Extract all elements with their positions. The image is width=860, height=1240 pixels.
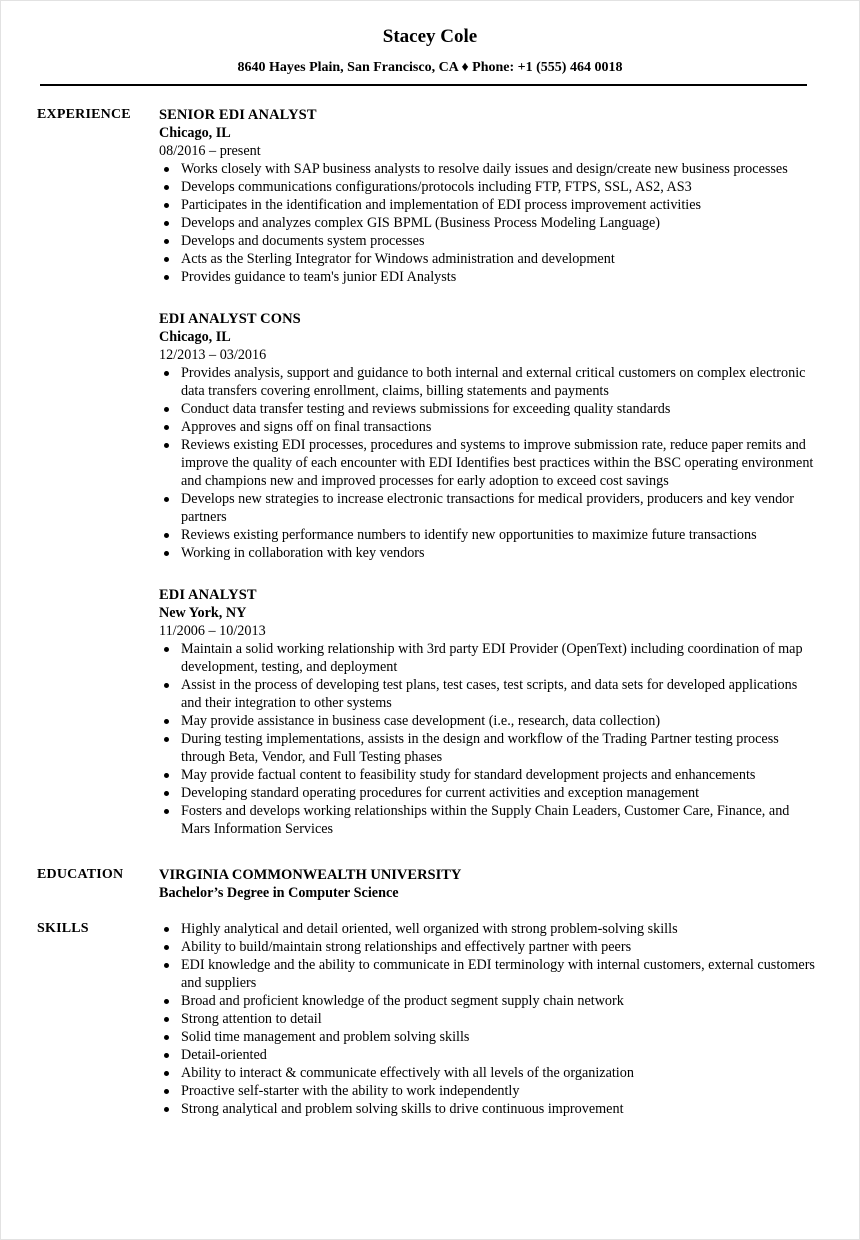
- bullet-item: Conduct data transfer testing and reviews submissions for exceeding quality standards: [159, 400, 819, 418]
- skill-item: Solid time management and problem solving skills: [159, 1028, 819, 1046]
- bullet-item: May provide assistance in business case development (i.e., research, data collection): [159, 712, 819, 730]
- job-title: EDI ANALYST: [159, 587, 257, 603]
- experience-body: [159, 106, 819, 838]
- skill-item: Highly analytical and detail oriented, well organized with strong problem-solving skills: [159, 920, 819, 938]
- bullet-item: Develops communications configurations/protocols including FTP, FTPS, SSL, AS2, AS3: [159, 178, 819, 196]
- bullet-item: Participates in the identification and implementation of EDI process improvement activities: [159, 196, 819, 214]
- bullet-item: Fosters and develops working relationships within the Supply Chain Leaders, Customer Care, Finance, and Mars Information Services: [159, 802, 819, 838]
- education-section: [1, 866, 859, 902]
- skill-item: EDI knowledge and the ability to communicate in EDI terminology with internal customers, external customers and suppliers: [159, 956, 819, 992]
- school-name: VIRGINIA COMMONWEALTH UNIVERSITY: [159, 867, 462, 883]
- job-dates: 12/2013 – 03/2016: [159, 347, 267, 363]
- bullet-item: Reviews existing EDI processes, procedures and systems to improve submission rate, reduce paper remits and improve the quality of each encounter with EDI Identifies best practices within the BSC operating environment and champions new and improved processes for early adoption to exceed cost savings: [159, 436, 819, 490]
- bullet-item: Develops and documents system processes: [159, 232, 819, 250]
- education-body: [159, 866, 819, 902]
- skills-body: [159, 920, 819, 1118]
- bullet-item: Provides analysis, support and guidance to both internal and external critical customers on complex electronic data transfers covering enrollment, claims, billing statements and payments: [159, 364, 819, 400]
- contact-line: 8640 Hayes Plain, San Francisco, CA ♦ Phone: +1 (555) 464 0018: [237, 60, 623, 75]
- job-location: New York, NY: [159, 605, 247, 621]
- job-entry: [159, 310, 819, 562]
- skill-item: Broad and proficient knowledge of the product segment supply chain network: [159, 992, 819, 1010]
- skill-item: Strong attention to detail: [159, 1010, 819, 1028]
- bullet-item: Maintain a solid working relationship with 3rd party EDI Provider (OpenText) including coordination of map development, testing, and deployment: [159, 640, 819, 676]
- skill-item: Ability to build/maintain strong relationships and effectively partner with peers: [159, 938, 819, 956]
- job-dates: 11/2006 – 10/2013: [159, 623, 266, 639]
- bullet-item: Develops new strategies to increase electronic transactions for medical providers, producers and key vendor partners: [159, 490, 819, 526]
- skills-list: [159, 920, 819, 1118]
- job-location: Chicago, IL: [159, 329, 231, 345]
- job-bullets: [159, 160, 819, 286]
- header-divider: [40, 84, 807, 86]
- job-title: SENIOR EDI ANALYST: [159, 107, 317, 123]
- bullet-item: Approves and signs off on final transactions: [159, 418, 819, 436]
- skills-label: SKILLS: [37, 921, 89, 936]
- experience-section: [1, 106, 859, 838]
- bullet-item: Provides guidance to team's junior EDI Analysts: [159, 268, 819, 286]
- resume-header: [1, 1, 859, 86]
- bullet-item: Assist in the process of developing test plans, test cases, test scripts, and data sets for developed applications and their integration to other systems: [159, 676, 819, 712]
- bullet-item: Acts as the Sterling Integrator for Windows administration and development: [159, 250, 819, 268]
- bullet-item: Develops and analyzes complex GIS BPML (Business Process Modeling Language): [159, 214, 819, 232]
- skill-item: Strong analytical and problem solving skills to drive continuous improvement: [159, 1100, 819, 1118]
- job-dates: 08/2016 – present: [159, 143, 261, 159]
- job-entry: [159, 106, 819, 286]
- skills-section: [1, 920, 859, 1118]
- bullet-item: Working in collaboration with key vendors: [159, 544, 819, 562]
- bullet-item: Works closely with SAP business analysts to resolve daily issues and design/create new business processes: [159, 160, 819, 178]
- skill-item: Ability to interact & communicate effectively with all levels of the organization: [159, 1064, 819, 1082]
- job-bullets: [159, 364, 819, 562]
- degree-name: Bachelor’s Degree in Computer Science: [159, 885, 399, 901]
- job-location: Chicago, IL: [159, 125, 231, 141]
- job-title: EDI ANALYST CONS: [159, 311, 301, 327]
- education-label: EDUCATION: [37, 867, 124, 882]
- skill-item: Detail-oriented: [159, 1046, 819, 1064]
- bullet-item: Developing standard operating procedures for current activities and exception management: [159, 784, 819, 802]
- bullet-item: During testing implementations, assists in the design and workflow of the Trading Partner testing process through Beta, Vendor, and Full Testing phases: [159, 730, 819, 766]
- job-bullets: [159, 640, 819, 838]
- bullet-item: May provide factual content to feasibility study for standard development projects and enhancements: [159, 766, 819, 784]
- candidate-name: Stacey Cole: [382, 26, 478, 47]
- job-entry: [159, 586, 819, 838]
- skill-item: Proactive self-starter with the ability to work independently: [159, 1082, 819, 1100]
- bullet-item: Reviews existing performance numbers to identify new opportunities to maximize future transactions: [159, 526, 819, 544]
- experience-label: EXPERIENCE: [37, 107, 131, 122]
